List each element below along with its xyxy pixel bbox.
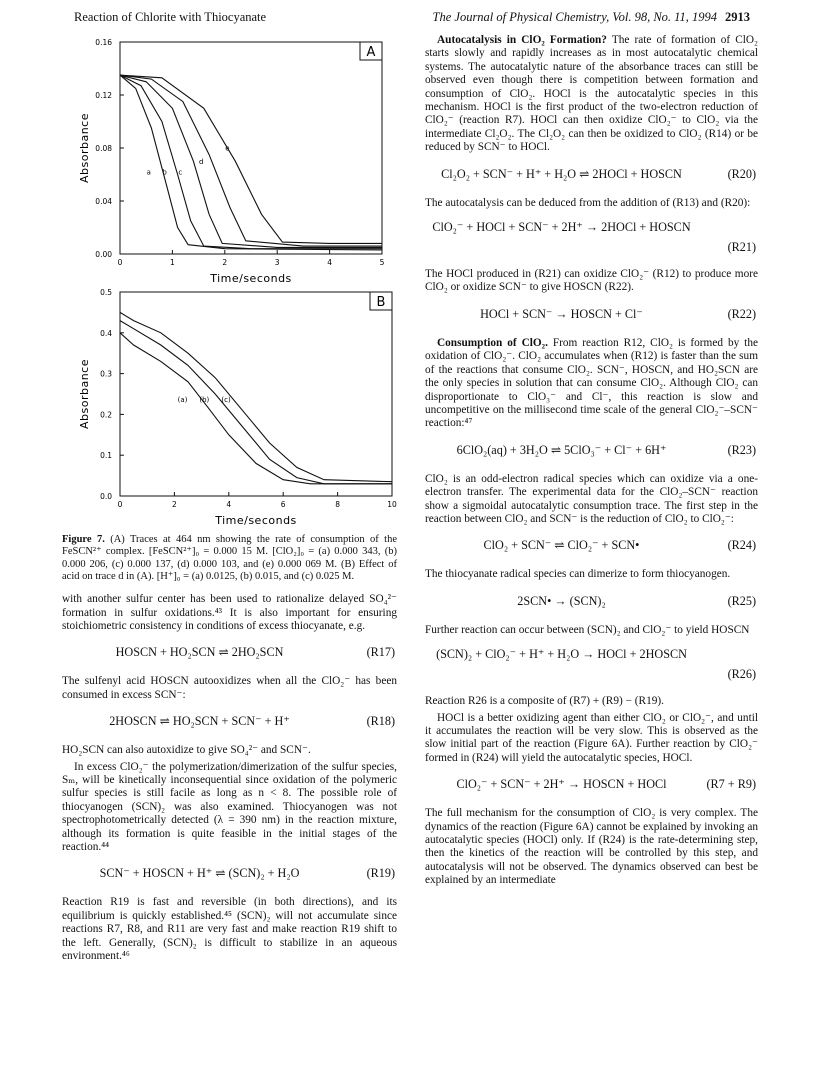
equation-r23-formula: 6ClO₂(aq) + 3H₂O ⇌ 5ClO₃⁻ + Cl⁻ + 6H⁺ — [456, 442, 667, 457]
x-axis-label: Time/seconds — [215, 514, 297, 527]
right-paragraph-1-text: The rate of formation of ClO₂ starts slowly and rapidly increases as in most autocatalytic chemical systems. The autocatalytic nature of the absorbance traces can still be observed even though there is competition between formation and consumption of ClO₂. HOCl is the autocatalytic species in this mechanism. HOCl is the first product of the two-electron reduction of ClO₂⁻ (reaction R7). HOCl can then oxidize ClO₂⁻ to ClO₂ via the intermediate Cl₂O₂. The Cl₂O₂ can then be oxidized to ClO₂ (R14) or be reduced by SCN⁻ to HOCl. — [425, 34, 758, 154]
left-column — [62, 34, 397, 967]
section-heading-consumption: Consumption of ClO₂. — [437, 336, 548, 349]
series-line-3 — [120, 75, 382, 246]
equation-r24-number: (R24) — [727, 538, 756, 553]
x-tick-label: 1 — [170, 258, 175, 267]
right-paragraph-5: ClO₂ is an odd-electron radical species which can oxidize via a one-electron transfer. The experimental data for the ClO₂–SCN⁻ reaction show a sigmoidal autocatalytic consumption trace. The first step in the reaction between ClO₂ and SCN⁻ is the reduction of ClO₂ to ClO₂⁻: — [425, 472, 758, 525]
series-line-2 — [120, 312, 392, 481]
equation-r17 — [62, 642, 397, 666]
y-tick-label: 0.0 — [100, 492, 112, 501]
y-tick-label: 0.00 — [95, 250, 112, 259]
y-axis-label: Absorbance — [78, 358, 91, 430]
x-tick-label: 4 — [327, 258, 332, 267]
series-line-0 — [120, 333, 392, 484]
right-paragraph-9: HOCl is a better oxidizing agent than either ClO₂ or ClO₂⁻, and until it accumulates the reaction will be very slow. This is observed as the slow initial part of the reaction (Figure 6A). Further reaction by ClO₂⁻ formed in (R24) will yield the autocatalytic species, HOCl. — [425, 711, 758, 764]
trace-label: e — [225, 144, 230, 153]
x-tick-label: 3 — [274, 258, 280, 267]
left-paragraph-1: with another sulfur center has been used to rationalize delayed SO₄²⁻ formation in sulfur oxidations.⁴³ It is also important for ensuring stoichiometric consistency in conditions of excess thiocyanate, e.g. — [62, 593, 397, 632]
y-tick-label: 0.08 — [95, 144, 112, 153]
plot-frame — [120, 292, 392, 496]
figure-7b-chart — [62, 286, 397, 532]
left-paragraph-5: Reaction R19 is fast and reversible (in both directions), and its equilibrium is quickly established.⁴⁵ (SCN)₂ will not accumulate since reactions R7, R8, and R11 are very fast and make reaction R19 shift to the left. Generally, (SCN)₂ is difficult to stabilize in an aqueous environment.⁴⁶ — [62, 896, 397, 963]
x-tick-label: 6 — [280, 500, 286, 509]
series-line-1 — [120, 321, 392, 484]
equation-r19 — [62, 863, 397, 887]
equation-r7-r9 — [425, 774, 758, 798]
series-line-1 — [120, 75, 382, 249]
equation-r18-number: (R18) — [366, 714, 395, 729]
y-tick-label: 0.3 — [100, 369, 112, 379]
y-axis-label: Absorbance — [78, 112, 91, 184]
equation-r7-r9-formula: ClO₂⁻ + SCN⁻ + 2H⁺ → HOSCN + HOCl — [456, 777, 667, 792]
equation-r26 — [425, 646, 758, 686]
trace-label: b — [162, 168, 167, 177]
equation-r22-number: (R22) — [727, 306, 756, 321]
equation-r21 — [425, 219, 758, 259]
equation-r23-number: (R23) — [727, 442, 756, 457]
right-paragraph-2: The autocatalysis can be deduced from the addition of (R13) and (R20): — [425, 196, 751, 209]
right-paragraph-4 — [425, 337, 758, 431]
x-tick-label: 0 — [117, 500, 123, 509]
left-paragraph-3: HO₂SCN can also autoxidize to give SO₄²⁻ and SCN⁻. — [62, 744, 311, 757]
equation-r18-formula: 2HOSCN ⇌ HO₂SCN + SCN⁻ + H⁺ — [109, 714, 290, 729]
equation-r25-formula: 2SCN• → (SCN)₂ — [517, 593, 606, 608]
y-tick-label: 0.2 — [100, 410, 112, 420]
figure-caption-text: (A) Traces at 464 nm showing the rate of consumption of the FeSCN²⁺ complex. [FeSCN²⁺]₀ = 0.000 15 M. [ClO₂]₀ = (a) 0.000 343, (b) 0.000 206, (c) 0.000 137, (d) 0.000 103, and (e) 0.000 069 M. (B) Effect of acid on trace d in (A). [H⁺]₀ = (a) 0.0125, (b) 0.015, and (c) 0.025 M. — [62, 534, 397, 582]
right-paragraph-1 — [425, 34, 758, 155]
x-tick-label: 5 — [379, 258, 385, 267]
left-paragraph-2: The sulfenyl acid HOSCN autooxidizes when all the ClO₂⁻ has been consumed in excess SCN⁻: — [62, 675, 397, 701]
equation-r22-formula: HOCl + SCN⁻ → HOSCN + Cl⁻ — [480, 306, 643, 321]
equation-r24-formula: ClO₂ + SCN⁻ ⇌ ClO₂⁻ + SCN• — [483, 538, 640, 553]
equation-r19-number: (R19) — [366, 866, 395, 881]
x-axis-label: Time/seconds — [210, 272, 292, 285]
trace-label: (a) — [177, 396, 188, 405]
x-tick-label: 2 — [172, 500, 177, 509]
figure-7a-chart — [62, 34, 397, 286]
trace-label: (b) — [199, 396, 210, 405]
right-paragraph-4-text: From reaction R12, ClO₂ is formed by the oxidation of ClO₂⁻. ClO₂ accumulates when (R12) is faster than the sum of the reactions that consume ClO₂. SCN⁻, HOSCN, and HO₂SCN are the only species in solution that can consume ClO₂. Although ClO₂ can disproportionate to ClO₃⁻ and Cl⁻, this reaction is slow and uncompetitive on the millisecond time scale of the general ClO₂⁻–SCN⁻ reaction:⁴⁷ — [425, 336, 758, 430]
section-heading-autocatalysis: Autocatalysis in ClO₂ Formation? — [437, 34, 607, 46]
running-header-right — [412, 10, 750, 25]
right-paragraph-7: Further reaction can occur between (SCN)₂ and ClO₂⁻ to yield HOSCN — [425, 623, 750, 636]
trace-label: c — [178, 168, 183, 177]
right-column — [425, 34, 758, 891]
x-tick-label: 10 — [387, 500, 397, 509]
y-tick-label: 0.12 — [95, 91, 112, 100]
equation-r19-formula: SCN⁻ + HOSCN + H⁺ ⇌ (SCN)₂ + H₂O — [99, 866, 300, 881]
equation-r23 — [425, 440, 758, 464]
series-line-2 — [120, 75, 382, 247]
panel-label: A — [366, 45, 376, 60]
x-tick-label: 2 — [222, 258, 228, 267]
equation-r25 — [425, 591, 758, 615]
equation-r20-formula: Cl₂O₂ + SCN⁻ + H⁺ + H₂O ⇌ 2HOCl + HOSCN — [441, 166, 682, 181]
x-tick-label: 8 — [335, 500, 340, 509]
panel-label: B — [376, 295, 386, 310]
equation-r20-number: (R20) — [727, 166, 756, 181]
figure-caption-lead: Figure 7. — [62, 534, 105, 545]
journal-citation: The Journal of Physical Chemistry, Vol. 98, No. 11, 1994 — [432, 10, 717, 24]
equation-r25-number: (R25) — [727, 593, 756, 608]
running-header-left: Reaction of Chlorite with Thiocyanate — [74, 10, 267, 24]
y-tick-label: 0.16 — [95, 38, 112, 47]
trace-label: d — [198, 157, 204, 166]
y-tick-label: 0.04 — [95, 197, 112, 206]
y-tick-label: 0.1 — [100, 451, 112, 461]
plot-frame — [120, 42, 382, 254]
left-paragraph-4: In excess ClO₂⁻ the polymerization/dimerization of the sulfur species, Sₘ, will be kinetically inconsequential since oxidation of the polymeric sulfur species is still facile as long as n < 8. The possible role of thiocyanogen (SCN)₂ was also examined. Thiocyanogen was not spectrophotometrically detected (λ = 390 nm) in the reaction mixture, although its formation is quite feasible in the initial stages of the reaction.⁴⁴ — [62, 760, 397, 854]
right-paragraph-10: The full mechanism for the consumption of ClO₂ is very complex. The dynamics of the reaction (Figure 6A) cannot be explained by invoking an autocatalytic species (HOCl) only. If (R24) is the rate-determining step, then the kinetics of the reaction will be controlled by this step, and autocatalysis will not be observed. The dynamics observed can best be explained by an intermediate — [425, 807, 758, 887]
right-paragraph-6: The thiocyanate radical species can dimerize to form thiocyanogen. — [425, 568, 731, 581]
equation-r21-formula: ClO₂⁻ + HOCl + SCN⁻ + 2H⁺ → 2HOCl + HOSCN — [432, 220, 691, 235]
equation-r7-r9-number: (R7 + R9) — [706, 777, 756, 792]
x-tick-label: 4 — [226, 500, 232, 509]
x-tick-label: 0 — [117, 258, 123, 267]
y-tick-label: 0.5 — [100, 288, 112, 297]
right-paragraph-8: Reaction R26 is a composite of (R7) + (R9) − (R19). — [425, 695, 664, 708]
equation-r18 — [62, 711, 397, 735]
equation-r21-number: (R21) — [727, 240, 756, 255]
equation-r24 — [425, 535, 758, 559]
y-tick-label: 0.4 — [100, 328, 112, 338]
right-paragraph-3: The HOCl produced in (R21) can oxidize ClO₂⁻ (R12) to produce more ClO₂ or oxidize SCN⁻ to give HOSCN (R22). — [425, 268, 758, 294]
page-number: 2913 — [725, 10, 750, 24]
equation-r26-formula: (SCN)₂ + ClO₂⁻ + H⁺ + H₂O → HOCl + 2HOSCN — [436, 647, 687, 662]
series-line-0 — [120, 75, 382, 250]
equation-r17-formula: HOSCN + HO₂SCN ⇌ 2HO₂SCN — [115, 645, 284, 660]
equation-r20 — [425, 164, 758, 188]
trace-label: (c) — [221, 396, 231, 405]
trace-label: a — [146, 168, 151, 177]
equation-r22 — [425, 304, 758, 328]
figure-caption — [62, 534, 397, 583]
equation-r17-number: (R17) — [366, 645, 395, 660]
equation-r26-number: (R26) — [727, 667, 756, 682]
